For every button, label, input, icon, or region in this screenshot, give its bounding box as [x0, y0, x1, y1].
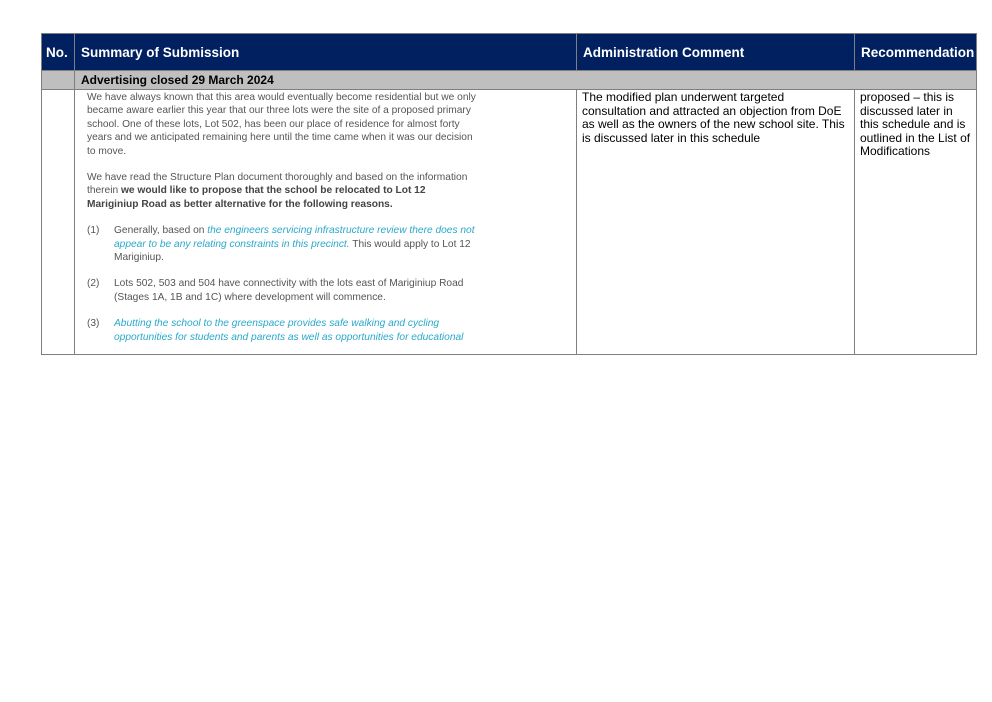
- item-1-post: This would apply to Lot 12 Mariginiup.: [114, 238, 471, 264]
- list-item-text: [114, 277, 477, 304]
- recommendation-cell: proposed – this is discussed later in this schedule and is outlined in the List of Modifications: [855, 90, 977, 355]
- paragraph-2-text: We have read the Structure Plan document thoroughly and based on the information therein: [87, 172, 468, 197]
- list-item: [87, 317, 477, 344]
- header-summary: Summary of Submission: [75, 34, 577, 71]
- list-item: [87, 277, 477, 304]
- list-item-text: [114, 224, 477, 264]
- header-recommendation: Recommendation: [855, 34, 977, 71]
- header-row: [42, 34, 977, 71]
- admin-comment-cell: The modified plan underwent targeted consultation and attracted an objection from DoE as well as the owners of the new school site. This is discussed later in this schedule: [577, 90, 855, 355]
- item-3-highlight: Abutting the school to the greenspace provides safe walking and cycling opportunities for students and parents as well as opportunities for educational: [114, 318, 464, 343]
- paragraph-2-bold: we would like to propose that the school be relocated to Lot 12 Mariginiup Road as better alternative for the following reasons.: [87, 185, 426, 210]
- section-row: [42, 71, 977, 90]
- submission-schedule-table: [41, 33, 977, 355]
- submission-cell: [75, 90, 577, 355]
- table-row: [42, 90, 977, 355]
- list-item-number: (3): [87, 318, 100, 330]
- list-item-number: (2): [87, 278, 100, 290]
- reasons-list: [87, 224, 477, 344]
- item-1-highlight: the engineers servicing infrastructure review there does not appear to be any relating constraints in this precinct.: [114, 225, 475, 250]
- list-item-number: (1): [87, 225, 100, 237]
- submission-paragraph-2: [87, 171, 477, 211]
- item-1-pre: Generally, based on: [114, 225, 208, 237]
- row-number: [42, 90, 75, 355]
- submission-paragraph-1: We have always known that this area would eventually become residential but we only became aware earlier this year that our three lots were the site of a proposed primary school. One of these lots, Lot 502, has been our place of residence for almost forty years and we anticipated remaining here until the time came when it was our decision to move.: [87, 92, 476, 157]
- submission-excerpt: [80, 91, 571, 344]
- item-2-pre: Lots 502, 503 and 504 have connectivity with the lots east of Mariginiup Road (Stages 1A, 1B and 1C) where development will commence.: [114, 278, 464, 303]
- section-no-cell: [42, 71, 75, 90]
- list-item-text: [114, 317, 477, 344]
- section-title: Advertising closed 29 March 2024: [75, 71, 977, 90]
- header-no: No.: [42, 34, 75, 71]
- header-admin-comment: Administration Comment: [577, 34, 855, 71]
- list-item: [87, 224, 477, 264]
